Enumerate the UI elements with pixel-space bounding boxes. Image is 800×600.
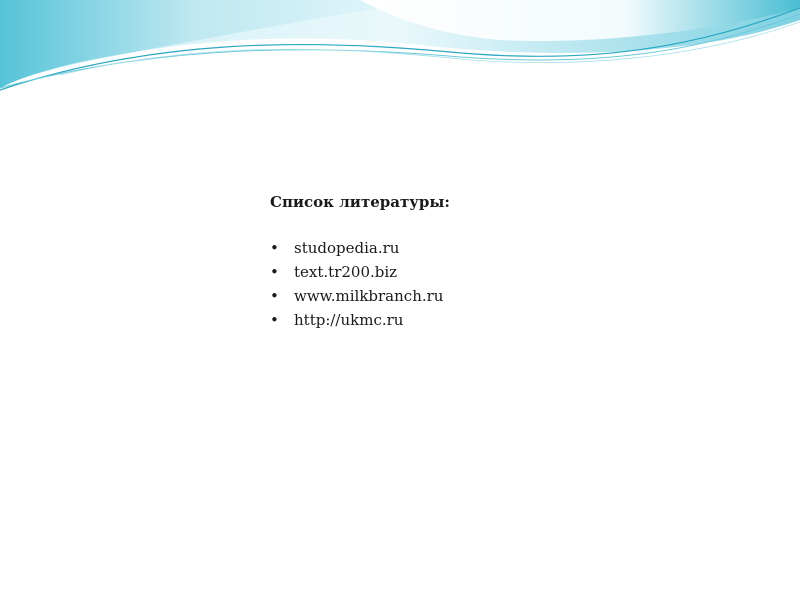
- reference-text: www.milkbranch.ru: [294, 287, 444, 305]
- bullet-icon: •: [270, 287, 279, 305]
- references-content: [270, 190, 670, 332]
- bullet-icon: •: [270, 311, 279, 329]
- references-title: Список литературы:: [270, 193, 450, 211]
- bullet-icon: •: [270, 239, 279, 257]
- references-list: [270, 236, 670, 332]
- reference-text: http://ukmc.ru: [294, 311, 404, 329]
- reference-item: [270, 260, 670, 284]
- reference-item: [270, 308, 670, 332]
- reference-text: text.tr200.biz: [294, 263, 398, 281]
- reference-item: [270, 236, 670, 260]
- wave-header-decoration: [0, 0, 800, 100]
- bullet-icon: •: [270, 263, 279, 281]
- reference-text: studopedia.ru: [294, 239, 400, 257]
- reference-item: [270, 284, 670, 308]
